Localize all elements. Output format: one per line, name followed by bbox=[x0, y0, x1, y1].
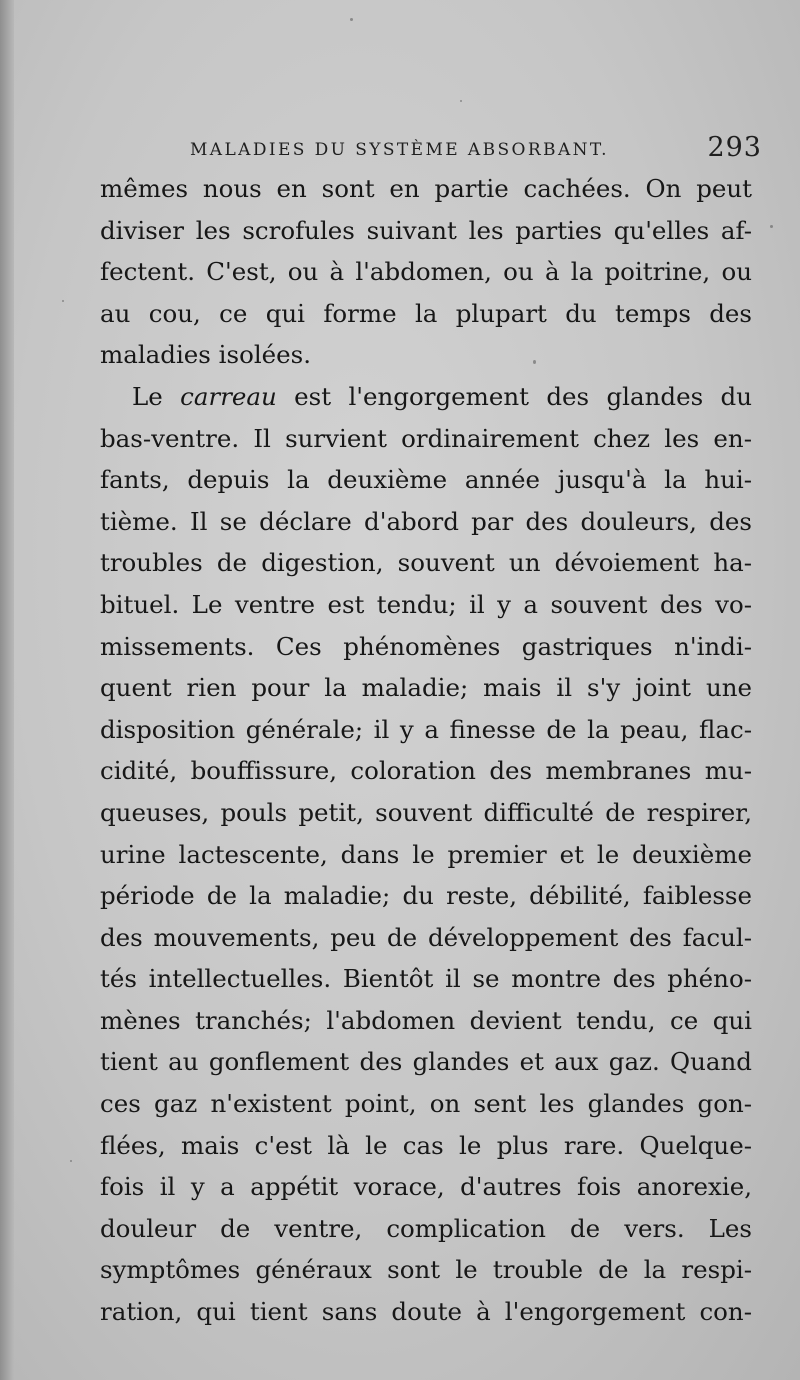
paper-speck bbox=[460, 100, 462, 102]
text-line: troubles de digestion, souvent un dévoiement ha- bbox=[100, 548, 752, 578]
text-line: mènes tranchés; l'abdomen devient tendu, ce qui bbox=[100, 1005, 752, 1035]
paper-speck bbox=[70, 1160, 72, 1162]
text-line: quent rien pour la maladie; mais il s'y joint une bbox=[100, 673, 752, 703]
text-line: fectent. C'est, ou à l'abdomen, ou à la poitrine, ou bbox=[100, 257, 752, 287]
text-line: tième. Il se déclare d'abord par des douleurs, des bbox=[100, 506, 752, 536]
text-line: missements. Ces phénomènes gastriques n'indi- bbox=[100, 631, 752, 661]
paper-speck bbox=[62, 300, 64, 302]
paper-speck bbox=[533, 360, 536, 364]
text-line: tés intellectuelles. Bientôt il se montre des phéno- bbox=[100, 964, 752, 994]
paper-speck bbox=[770, 225, 773, 228]
text-line: cidité, bouffissure, coloration des membranes mu- bbox=[100, 756, 752, 786]
text-line: fois il y a appétit vorace, d'autres fois anorexie, bbox=[100, 1172, 752, 1202]
text-line: diviser les scrofules suivant les parties qu'elles af- bbox=[100, 215, 752, 245]
text-line: ration, qui tient sans doute à l'engorgement con- bbox=[100, 1297, 752, 1327]
paper-speck bbox=[350, 18, 353, 21]
text-line: flées, mais c'est là le cas le plus rare. Quelque- bbox=[100, 1130, 752, 1160]
text-line: maladies isolées. bbox=[100, 340, 312, 370]
text-line: bituel. Le ventre est tendu; il y a souvent des vo- bbox=[100, 589, 752, 619]
page-number: 293 bbox=[707, 132, 762, 163]
text-line: fants, depuis la deuxième année jusqu'à la hui- bbox=[100, 465, 752, 495]
text-segment: Le bbox=[132, 381, 181, 411]
text-line: au cou, ce qui forme la plupart du temps des bbox=[100, 298, 752, 328]
text-line: queuses, pouls petit, souvent difficulté de respirer, bbox=[100, 797, 752, 827]
page-gutter-shadow bbox=[0, 0, 14, 1380]
text-line: ces gaz n'existent point, on sent les glandes gon- bbox=[100, 1089, 752, 1119]
italic-term: carreau bbox=[180, 381, 277, 411]
text-line: période de la maladie; du reste, débilité, faiblesse bbox=[100, 881, 752, 911]
text-line: douleur de ventre, complication de vers. Les bbox=[100, 1213, 752, 1243]
running-title: MALADIES DU SYSTÈME ABSORBANT. bbox=[190, 140, 609, 160]
body-text bbox=[100, 168, 752, 1333]
text-line: disposition générale; il y a finesse de la peau, flac- bbox=[100, 714, 752, 744]
text-line: tient au gonflement des glandes et aux gaz. Quand bbox=[100, 1047, 752, 1077]
text-line: des mouvements, peu de développement des facul- bbox=[100, 922, 752, 952]
text-line: symptômes généraux sont le trouble de la respi- bbox=[100, 1255, 752, 1285]
text-line: urine lactescente, dans le premier et le deuxième bbox=[100, 839, 752, 869]
running-head bbox=[100, 130, 760, 170]
text-segment: est l'engorgement des glandes du bbox=[276, 381, 752, 411]
paragraph-first-line bbox=[100, 376, 752, 418]
text-line: mêmes nous en sont en partie cachées. On peut bbox=[100, 174, 752, 203]
text-line: bas-ventre. Il survient ordinairement chez les en- bbox=[100, 423, 752, 453]
